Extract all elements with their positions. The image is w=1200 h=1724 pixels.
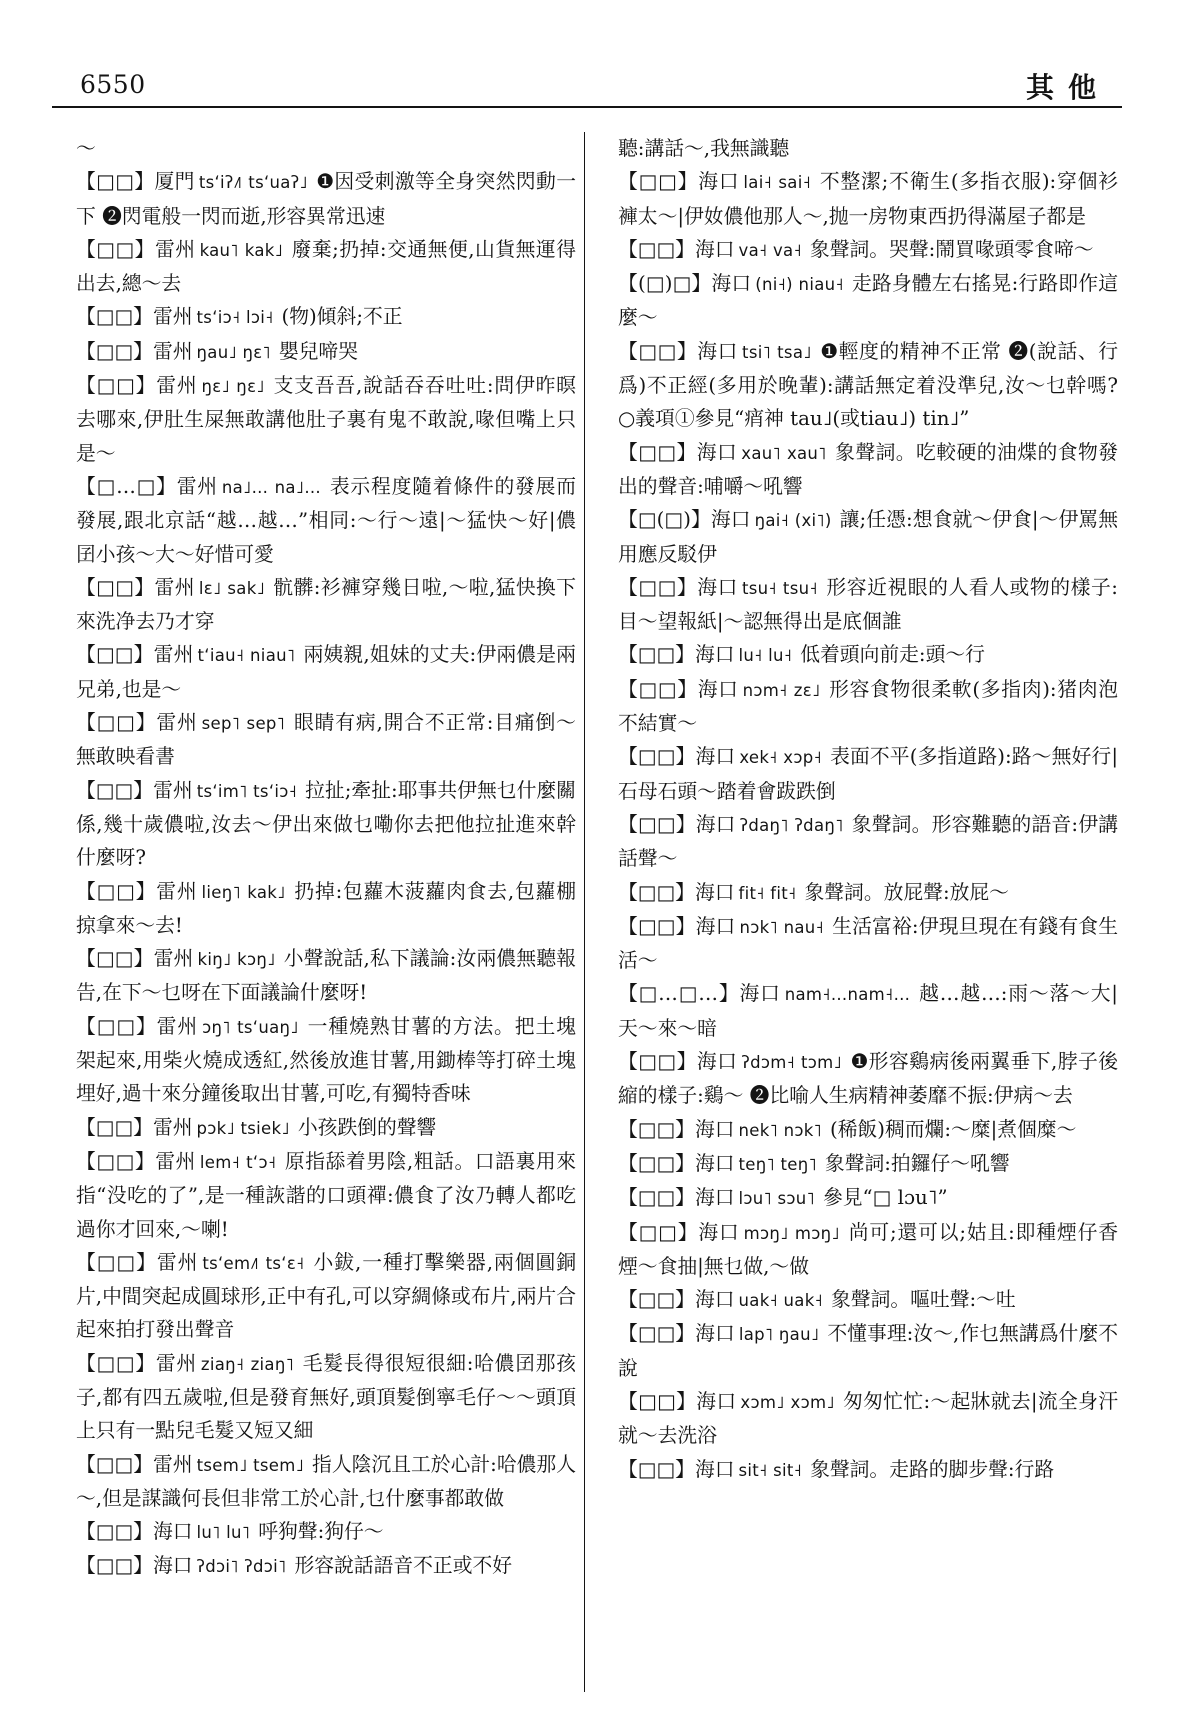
entry-definition: ❶形容鷄病後兩翼垂下,脖子後縮的樣子:鷄～ ❷比喻人生病精神萎靡不振:伊病～去 [618,1050,1118,1108]
dictionary-entry [618,571,1118,639]
dictionary-entry [618,740,1118,808]
entry-definition: 參見“□ lɔu˥” [822,1186,948,1210]
dictionary-entry [76,470,576,571]
entry-pronunciation: lap˥ ŋau˩ [738,1325,820,1345]
entry-definition: 小聲說話,私下議論:汝兩儂無聽報告,在下～乜呀在下面議論什麼呀! [76,947,576,1005]
entry-definition: 形容說話語音不正或不好 [294,1554,513,1578]
right-column [618,132,1118,1702]
dictionary-entry [76,233,576,301]
entry-definition: 走路身體左右搖晃:行路即作這麼～ [618,272,1118,330]
entry-headword: 【□□】 [76,1115,153,1139]
entry-headword: 【□□】 [76,1554,153,1578]
entry-location: 厦門 [154,170,195,194]
dictionary-entry [76,1515,576,1549]
entry-headword: 【□□】 [76,170,155,194]
dictionary-entry [76,165,576,233]
entry-headword: 【□□】 [618,1220,699,1244]
entry-pronunciation: uak˧ uak˧ [738,1291,823,1311]
entry-definition: 嬰兒啼哭 [278,339,358,363]
dictionary-entry [618,1045,1118,1113]
entry-definition: 廢棄;扔掉:交通無便,山貨無運得出去,總～去 [76,237,576,296]
entry-location: 海口 [697,339,739,363]
entry-location: 雷州 [153,1452,193,1476]
entry-pronunciation: sit˧ sit˧ [738,1460,803,1480]
dictionary-entry [76,335,576,369]
entry-pronunciation: lu˧ lu˧ [738,646,793,666]
dictionary-entry [76,300,576,334]
entry-headword: 【□□】 [618,745,696,769]
dictionary-entry [76,1549,576,1583]
entry-headword: 【□□】 [76,1351,156,1375]
entry-definition: 象聲詞。吃較硬的油煠的食物發出的聲音:哺嚼～吼響 [618,440,1118,498]
entry-definition: 形容近視眼的人看人或物的樣子:目～望報紙|～認無得出是底個誰 [618,575,1118,634]
entry-definition: 象聲詞:拍鑼仔～吼響 [824,1151,1010,1175]
dictionary-entry [618,673,1118,741]
entry-definition: 表示程度隨着條件的發展而發展,跟北京話“越…越…”相同:～行～遠|～猛快～好|儂囝小孩～大～好惜可愛 [76,474,576,566]
entry-pronunciation: kau˥ kak˩ [199,240,284,260]
entry-location: 海口 [152,1520,193,1544]
dictionary-entry [76,1010,576,1111]
entry-location: 雷州 [152,339,193,363]
entry-headword: 【□□】 [76,643,154,667]
entry-location: 雷州 [153,643,194,667]
entry-headword: 【□□】 [76,711,157,735]
entry-pronunciation: ziaŋ˧ ziaŋ˥ [200,1354,295,1374]
entry-pronunciation: fit˧ fit˧ [738,883,797,903]
entry-headword: 【□□】 [618,440,697,464]
entry-definition: 一種燒熟甘薯的方法。把土塊架起來,用柴火燒成透紅,然後放進甘薯,用鋤棒等打碎土塊埋好,過十來分鐘後取出甘薯,可吃,有獨特香味 [76,1014,576,1106]
entry-definition: 眼睛有病,開合不正常:目痛倒～無敢映看書 [76,711,576,769]
entry-definition: 象聲詞。哭聲:鬧買喙頭零食啼～ [809,237,1094,261]
dictionary-entry [618,335,1118,436]
entry-location: 海口 [694,880,735,904]
dictionary-entry [76,1347,576,1448]
entry-definition: ❶因受刺激等全身突然閃動一下 ❷閃電般一閃而逝,形容異常迅速 [76,170,576,228]
entry-pronunciation: tsi˥ tsa˩ [742,342,812,362]
entry-definition: 象聲詞。放屁聲:放屁～ [804,880,1009,904]
entry-location: 海口 [711,272,752,296]
entry-pronunciation: tsʻiɔ˧ lɔi˧ [196,308,274,328]
entry-pronunciation: nek˥ nɔk˥ [738,1120,822,1140]
entry-headword: 【□…□…】 [618,982,740,1006]
entry-headword: 【□□】 [76,1520,153,1544]
entry-pronunciation: va˧ va˧ [738,240,802,260]
entry-definition: 表面不平(多指道路):路～無好行|石母石頭～踏着會跋跌倒 [618,745,1118,803]
entry-headword: 【□□】 [618,575,698,599]
entry-location: 雷州 [153,778,193,802]
entry-definition: 小鈸,一種打擊樂器,兩個圓銅片,中間突起成圓球形,正中有孔,可以穿綢條或布片,兩片合起來拍打發出聲音 [76,1250,576,1342]
entry-pronunciation: lɛ˩ sak˩ [198,578,266,598]
entry-pronunciation: lai˧ sai˧ [743,173,812,193]
entry-pronunciation: lieŋ˥ kak˩ [201,882,286,902]
dictionary-entry [76,369,576,470]
entry-pronunciation: ŋai˧ (xi˥) [754,511,832,531]
entry-definition: 不整潔;不衛生(多指衣服):穿個衫褲太～|伊奻儂他那人～,抛一房物東西扔得滿屋子都是 [618,170,1118,228]
entry-headword: 【□…□】 [76,474,177,498]
entry-location: 海口 [695,1322,735,1346]
entry-headword: 【□□】 [618,1322,696,1346]
entry-pronunciation: mɔŋ˩ mɔŋ˩ [743,1223,840,1243]
entry-headword: 【□□】 [618,677,698,701]
entry-headword: 【□□】 [618,170,699,194]
entry-pronunciation: nɔm˧ zɛ˩ [742,680,821,700]
entry-pronunciation: tsʻem˩˥ tsʻɛ˧ [202,1253,305,1273]
entry-location: 雷州 [153,947,194,971]
dictionary-entry [76,1145,576,1246]
entry-location: 海口 [694,1186,735,1210]
dictionary-entry [618,1317,1118,1385]
entry-headword: 【□□】 [76,374,157,398]
entry-definition: 匆匆忙忙:～起牀就去|流全身汗就～去洗浴 [618,1389,1118,1448]
dictionary-entry [76,1448,576,1516]
entry-headword: 【□□】 [76,305,153,329]
entry-definition: 象聲詞。走路的脚步聲:行路 [810,1457,1055,1481]
entry-definition: 小孩跌倒的聲響 [297,1115,437,1139]
entry-definition: 骯髒:衫褲穿幾日啦,～啦,猛快換下來洗净去乃才穿 [76,575,576,634]
entry-definition: 毛髮長得很短很細:哈儂囝那孩子,都有四五歲啦,但是發育無好,頭頂髮倒寧毛仔～～頭頂上只有一點兒毛髮又短又細 [76,1351,576,1443]
entry-location: 海口 [694,1151,735,1175]
entry-definition: 拉扯;牽扯:耶事共伊無乜什麼關係,幾十歲儂啦,汝去～伊出來做乜嘞你去把他拉扯進來幹什麼呀? [76,778,576,870]
dictionary-entry [618,436,1118,504]
entry-definition: ～ [76,137,96,160]
entry-pronunciation: na˩… na˩… [221,477,322,497]
entry-pronunciation: xau˥ xau˥ [741,443,827,463]
dictionary-entry [618,1181,1118,1215]
page-number: 6550 [80,70,146,99]
entry-location: 海口 [694,1117,735,1141]
dictionary-entry [618,132,1118,165]
dictionary-entry [76,571,576,639]
entry-headword: 【□□】 [76,1014,157,1038]
entry-location: 雷州 [156,1250,199,1274]
entry-pronunciation: lem˧ tʻɔ˧ [199,1152,277,1172]
entry-location: 海口 [694,1288,735,1312]
dictionary-entry [618,165,1118,233]
entry-definition: 兩姨親,姐妹的丈夫:伊兩儂是兩兄弟,也是～ [76,643,576,701]
dictionary-entry [618,1283,1118,1317]
column-divider [584,132,585,1692]
entry-pronunciation: nɔk˥ nau˧ [739,917,824,937]
left-column [76,132,576,1702]
entry-pronunciation: ʔdaŋ˥ ʔdaŋ˥ [739,815,844,835]
dictionary-entry [76,638,576,706]
entry-location: 雷州 [156,711,198,735]
entry-headword: 【□□】 [76,237,155,261]
entry-location: 雷州 [152,305,193,329]
entry-definition: 尚可;還可以;姑且:即種煙仔香煙～食抽|無乜做,～做 [618,1220,1118,1278]
entry-headword: 【□□】 [76,575,155,599]
dictionary-entry [618,1453,1118,1487]
entry-definition: ❶輕度的精神不正常 ❷(說話、行爲)不正經(多用於晚輩):講話無定着没準兒,汝～乜幹嗎? ○義項①參見“痟神 tau˩(或tiau˩) tin˩” [618,339,1118,431]
dictionary-entry [618,233,1118,267]
entry-pronunciation: kiŋ˩ kɔŋ˩ [197,950,276,970]
entry-headword: 【□□】 [618,914,696,938]
entry-location: 海口 [694,237,735,261]
entry-location: 海口 [696,440,738,464]
dictionary-entry [618,977,1118,1045]
dictionary-entry [618,1113,1118,1147]
entry-location: 海口 [697,677,739,701]
entry-location: 雷州 [155,1149,196,1173]
dictionary-entry [618,808,1118,876]
dictionary-entry [76,774,576,875]
entry-headword: 【□□】 [76,1250,157,1274]
dictionary-entry [76,875,576,943]
entry-headword: 【□□】 [618,1117,695,1141]
dictionary-entry [76,942,576,1010]
entry-location: 海口 [694,1457,735,1481]
entry-location: 海口 [694,643,735,667]
entry-location: 海口 [698,1220,740,1244]
entry-pronunciation: teŋ˥ teŋ˥ [738,1154,817,1174]
entry-definition: (稀飯)稠而爛:～糜|煮個糜～ [830,1117,1077,1141]
entry-headword: 【□□】 [618,880,695,904]
entry-location: 海口 [696,1389,737,1413]
page-header [52,64,1122,104]
entry-pronunciation: ŋau˩ ŋɛ˥ [196,342,271,362]
section-title: 其他 [1025,71,1110,104]
entry-location: 雷州 [156,374,198,398]
entry-headword: 【□□】 [618,1288,695,1312]
entry-location: 海口 [710,508,751,532]
entry-headword: 【□□】 [618,812,696,836]
entry-headword: 【(□)□】 [618,272,712,296]
entry-definition: 扔掉:包蘿木菠蘿肉食去,包蘿棚掠拿來～去! [76,879,576,937]
entry-definition: 呼狗聲:狗仔～ [258,1520,384,1544]
entry-location: 海口 [695,914,736,938]
entry-pronunciation: nam˧…nam˧… [784,985,911,1005]
entry-location: 海口 [696,1050,738,1074]
entry-headword: 【□□】 [618,1457,695,1481]
entry-location: 海口 [695,812,736,836]
dictionary-entry [618,503,1118,571]
entry-headword: 【□□】 [76,1149,156,1173]
entry-definition: 聽:講話～,我無識聽 [618,137,790,160]
entry-pronunciation: tsu˧ tsu˧ [741,578,818,598]
entry-headword: 【□□】 [618,1151,695,1175]
dictionary-entry [618,267,1118,335]
entry-definition: 形容食物很柔軟(多指肉):猪肉泡不結實～ [618,677,1118,736]
entry-definition: 讓;任憑:想食就～伊食|～伊罵無用應反駁伊 [618,508,1118,566]
entry-pronunciation: xɔm˩ xɔm˩ [740,1392,835,1412]
entry-location: 雷州 [155,1351,197,1375]
entry-headword: 【□□】 [618,339,698,363]
entry-pronunciation: ɔŋ˥ tsʻuaŋ˩ [202,1017,299,1037]
entry-location: 雷州 [156,1014,199,1038]
entry-location: 海口 [695,745,736,769]
dictionary-entry [618,910,1118,978]
entry-headword: 【□□】 [76,778,154,802]
entry-headword: 【□□】 [618,1186,695,1210]
dictionary-entry [618,1385,1118,1453]
dictionary-entry [618,876,1118,910]
entry-location: 雷州 [176,474,218,498]
entry-headword: 【□□】 [618,1389,697,1413]
entry-definition: 越…越…:雨～落～大|天～來～暗 [618,982,1118,1040]
entry-headword: 【□□】 [76,947,154,971]
dictionary-entry [618,638,1118,672]
entry-headword: 【□□】 [76,1452,153,1476]
dictionary-entry [76,1111,576,1145]
entry-pronunciation: tʻiau˧ niau˥ [197,646,296,666]
entry-location: 雷州 [156,879,198,903]
dictionary-entry [618,1147,1118,1181]
entry-pronunciation: ʔdɔi˥ ʔdɔi˥ [196,1557,287,1577]
entry-location: 海口 [697,575,738,599]
entry-location: 海口 [152,1554,193,1578]
entry-location: 海口 [739,982,781,1006]
entry-headword: 【□□】 [618,237,695,261]
entry-headword: 【□(□)】 [618,508,711,532]
dictionary-entry [618,1216,1118,1284]
entry-definition: 低着頭向前走:頭～行 [800,643,985,667]
entry-pronunciation: (ni˧) niau˧ [755,275,844,295]
dictionary-entry [76,132,576,165]
entry-definition: (物)傾斜;不正 [281,305,403,329]
entry-headword: 【□□】 [76,339,153,363]
entry-pronunciation: xek˧ xɔp˧ [739,748,822,768]
entry-location: 雷州 [154,237,196,261]
entry-definition: 象聲詞。嘔吐聲:～吐 [831,1288,1016,1312]
entry-location: 海口 [698,170,740,194]
entry-headword: 【□□】 [618,643,695,667]
entry-definition: 指人陰沉且工於心計:哈儂那人～,但是謀識何長但非常工於心計,乜什麼事都敢做 [76,1452,576,1510]
entry-pronunciation: pɔk˩ tsiek˩ [196,1118,290,1138]
entry-definition: 原指舔着男陰,粗話。口語裏用來指“没吃的了”,是一種詼諧的口頭禪:儂食了汝乃轉人都吃過你才回來,～喇! [76,1149,576,1241]
entry-definition: 生活富裕:伊現旦現在有錢有食生活～ [618,914,1118,973]
entry-location: 雷州 [152,1115,193,1139]
entry-location: 雷州 [154,575,195,599]
dictionary-entry [76,1246,576,1347]
entry-pronunciation: tsʻim˥ tsʻiɔ˧ [196,781,298,801]
entry-definition: 不懂事理:汝～,作乜無講爲什麼不說 [618,1322,1118,1380]
entry-pronunciation: tsem˩ tsem˩ [196,1455,305,1475]
entry-pronunciation: lɔu˥ sɔu˥ [738,1189,815,1209]
entry-pronunciation: sep˥ sep˥ [201,714,286,734]
entry-headword: 【□□】 [76,879,157,903]
entry-pronunciation: ʔdɔm˧ tɔm˩ [741,1053,842,1073]
entry-headword: 【□□】 [618,1050,697,1074]
entry-definition: 支支吾吾,說話吞吞吐吐:問伊昨暝去哪來,伊肚生屎無敢講他肚子裏有鬼不敢說,喙但嘴上只是～ [76,374,576,465]
header-rule [52,106,1122,108]
entry-pronunciation: tsʻiʔ˩˥ tsʻuaʔ˩ [198,173,308,193]
entry-definition: 象聲詞。形容難聽的語音:伊講話聲～ [618,812,1118,871]
entry-pronunciation: ŋɛ˩ ŋɛ˩ [201,377,265,397]
dictionary-entry [76,706,576,774]
entry-pronunciation: lu˥ lu˥ [196,1523,251,1543]
